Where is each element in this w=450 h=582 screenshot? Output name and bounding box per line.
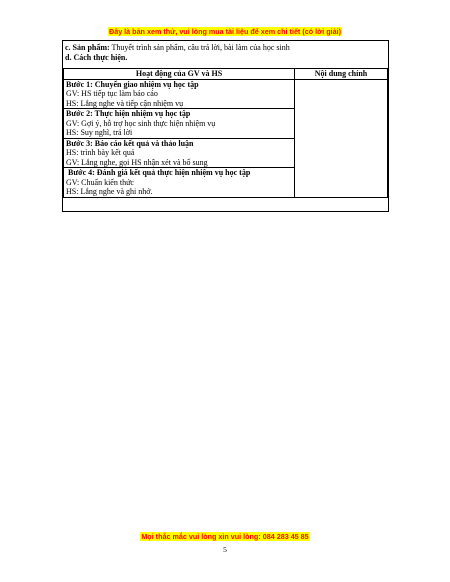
- preview-banner: [0, 27, 450, 36]
- step-4-cell: [64, 168, 295, 198]
- contact-banner: [0, 532, 450, 541]
- page-number: 5: [223, 545, 227, 554]
- intro-block: [65, 43, 290, 62]
- table-row: [64, 79, 388, 109]
- preview-banner-text: Đây là bản xem thử, vui lòng mua tài liệu để xem chi tiết (có lời giải): [109, 27, 341, 36]
- step-4-title: Bước 4: Đánh giá kết quả thực hiện nhiệm vụ học tập: [66, 168, 251, 177]
- step-4-line-1: GV: Chuẩn kiến thức: [66, 177, 134, 187]
- product-label: c. Sản phẩm:: [65, 43, 110, 52]
- step-3-title: Bước 3: Báo cáo kết quả và thảo luận: [66, 138, 194, 148]
- product-line: [65, 43, 290, 53]
- step-2-title: Bước 2: Thực hiện nhiệm vụ học tập: [66, 109, 191, 118]
- product-text: Thuyết trình sản phẩm, câu trả lời, bài làm của học sinh: [109, 43, 290, 52]
- step-3-line-2: GV: Lắng nghe, gọi HS nhận xét và bổ sung: [66, 157, 208, 167]
- method-label: d. Cách thực hiện.: [65, 52, 128, 62]
- main-content-cell: [295, 79, 388, 197]
- step-3-cell: [64, 138, 295, 168]
- header-content: Nội dung chính: [295, 69, 388, 80]
- step-2-cell: [64, 109, 295, 139]
- step-4-line-2: HS: Lắng nghe và ghi nhớ.: [66, 187, 153, 196]
- header-activity: Hoạt động của GV và HS: [64, 69, 295, 80]
- step-1-title: Bước 1: Chuyển giao nhiệm vụ học tập: [66, 79, 199, 89]
- contact-banner-text: Mọi thắc mắc vui lòng xin vui lòng: 084 283 45 85: [141, 532, 309, 541]
- activity-table: [63, 68, 388, 198]
- step-2-line-2: HS: Suy nghĩ, trả lời: [66, 128, 133, 137]
- step-3-line-1: HS: trình bày kết quả: [66, 148, 135, 157]
- step-1-cell: [64, 79, 295, 109]
- step-1-line-2: HS: Lắng nghe và tiếp cận nhiệm vụ: [66, 98, 184, 108]
- step-1-line-1: GV: HS tiếp tục làm báo cáo: [66, 89, 158, 98]
- table-header-row: [64, 69, 388, 80]
- step-2-line-1: GV: Gợi ý, hỗ trợ học sinh thực hiện nhiệm vụ: [66, 118, 216, 128]
